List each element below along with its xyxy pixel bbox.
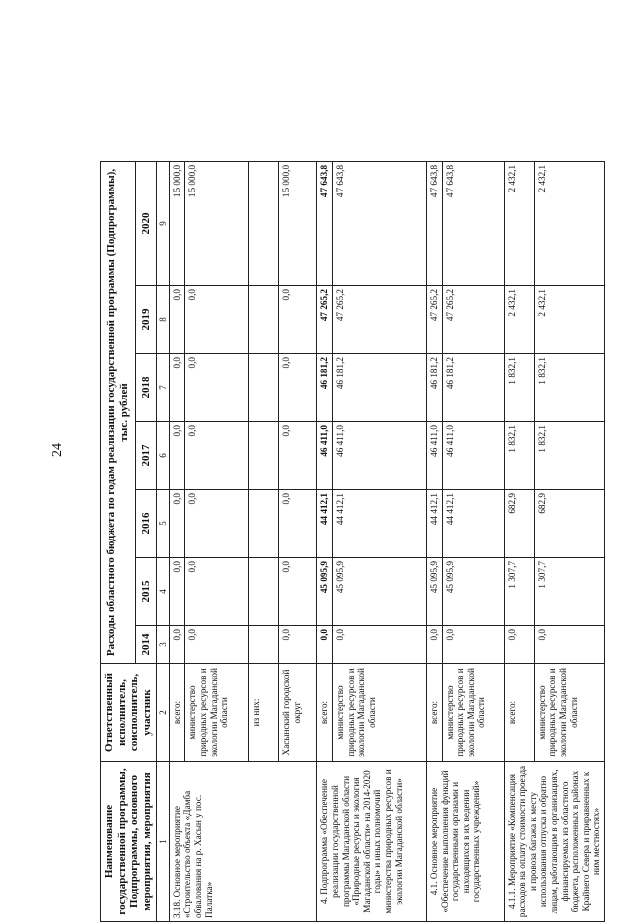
value-cell: 1 832,1 <box>504 422 534 490</box>
program-name: 4. Подпрограмма «Обеспечение реализации государственной программы Магаданской области «Природные ресурсы и экология Магаданской области» на 2014-2020 годы» и иных полномочий министерства природных ресурсов и экологии Магаданской области» <box>317 762 427 922</box>
value-cell: 0,0 <box>279 422 317 490</box>
column-number: 8 <box>156 286 169 354</box>
program-name: 3.18. Основное мероприятие «Строительство объекта «Дамба обвалования на р. Хасын у пос. Палатка» <box>169 762 317 922</box>
header-expenses: Расходы областного бюджета по годам реализации государственной программы (Подпрограммы), тыс. рублей <box>101 161 136 663</box>
value-cell: 2 432,1 <box>534 161 604 285</box>
value-cell: 47 643,8 <box>427 161 443 285</box>
header-year: 2016 <box>136 490 156 558</box>
value-cell: 0,0 <box>427 626 443 664</box>
value-cell: 0,0 <box>279 354 317 422</box>
value-cell <box>249 286 279 354</box>
participant-label: министерство природных ресурсов и экологии Магаданской области <box>333 664 427 762</box>
value-cell: 2 432,1 <box>504 161 534 285</box>
value-cell: 47 265,2 <box>427 286 443 354</box>
table-header <box>101 161 170 921</box>
column-number-row <box>156 161 169 921</box>
value-cell: 682,9 <box>534 490 604 558</box>
column-number: 3 <box>156 626 169 664</box>
value-cell: 0,0 <box>279 558 317 626</box>
value-cell: 0,0 <box>185 286 249 354</box>
value-cell: 0,0 <box>185 558 249 626</box>
value-cell: 1 832,1 <box>504 354 534 422</box>
value-cell <box>249 626 279 664</box>
rotated-table-container <box>100 162 640 922</box>
budget-table <box>100 161 605 922</box>
column-number: 1 <box>156 762 169 922</box>
value-cell: 0,0 <box>185 354 249 422</box>
value-cell: 1 832,1 <box>534 422 604 490</box>
value-cell: 47 643,8 <box>442 161 504 285</box>
value-cell: 0,0 <box>279 626 317 664</box>
value-cell: 0,0 <box>279 490 317 558</box>
header-year: 2019 <box>136 286 156 354</box>
value-cell <box>249 161 279 285</box>
header-year: 2014 <box>136 626 156 664</box>
value-cell: 44 412,1 <box>333 490 427 558</box>
value-cell: 1 307,7 <box>534 558 604 626</box>
participant-label: из них: <box>249 664 279 762</box>
value-cell: 46 411,0 <box>317 422 333 490</box>
value-cell: 45 095,9 <box>442 558 504 626</box>
participant-label: всего: <box>504 664 534 762</box>
column-number: 4 <box>156 558 169 626</box>
value-cell: 0,0 <box>504 626 534 664</box>
value-cell: 0,0 <box>317 626 333 664</box>
value-cell: 0,0 <box>169 626 185 664</box>
value-cell: 1 832,1 <box>534 354 604 422</box>
participant-label: министерство природных ресурсов и экологии Магаданской области <box>185 664 249 762</box>
value-cell: 44 412,1 <box>442 490 504 558</box>
value-cell <box>249 558 279 626</box>
value-cell: 0,0 <box>185 490 249 558</box>
value-cell: 15 000,0 <box>169 161 185 285</box>
value-cell: 0,0 <box>169 490 185 558</box>
table-row <box>317 161 333 921</box>
value-cell: 15 000,0 <box>279 161 317 285</box>
value-cell: 0,0 <box>185 626 249 664</box>
table-row <box>169 161 185 921</box>
program-name: 4.1.1. Мероприятие «Компенсация расходов на оплату стоимости проезда и провоза багажа к месту использования отпуска и обратно лицам, работающим в организациях, финансируемых из областного бюджета, расположенных в районах Крайнего Севера и приравненных к ним местностях» <box>504 762 604 922</box>
value-cell <box>249 354 279 422</box>
header-year: 2020 <box>136 161 156 285</box>
header-col2: Ответственный исполнитель, соисполнитель, участник <box>101 664 157 762</box>
value-cell: 0,0 <box>185 422 249 490</box>
header-year: 2018 <box>136 354 156 422</box>
column-number: 6 <box>156 422 169 490</box>
header-year: 2017 <box>136 422 156 490</box>
value-cell: 46 181,2 <box>427 354 443 422</box>
value-cell: 0,0 <box>169 558 185 626</box>
header-col1: Наименование государственной программы, Подпрограммы, основного мероприятия, мероприятия <box>101 762 157 922</box>
column-number: 9 <box>156 161 169 285</box>
participant-label: всего: <box>427 664 443 762</box>
value-cell: 47 265,2 <box>442 286 504 354</box>
column-number: 7 <box>156 354 169 422</box>
value-cell: 44 412,1 <box>427 490 443 558</box>
value-cell: 44 412,1 <box>317 490 333 558</box>
value-cell: 47 265,2 <box>333 286 427 354</box>
table-row <box>427 161 443 921</box>
column-number: 5 <box>156 490 169 558</box>
value-cell: 47 265,2 <box>317 286 333 354</box>
value-cell: 0,0 <box>169 354 185 422</box>
value-cell: 0,0 <box>333 626 427 664</box>
value-cell: 1 307,7 <box>504 558 534 626</box>
participant-label: министерство природных ресурсов и экологии Магаданской области <box>442 664 504 762</box>
value-cell: 682,9 <box>504 490 534 558</box>
value-cell: 45 095,9 <box>427 558 443 626</box>
value-cell: 2 432,1 <box>534 286 604 354</box>
value-cell: 0,0 <box>169 286 185 354</box>
value-cell: 46 181,2 <box>333 354 427 422</box>
value-cell: 46 411,0 <box>442 422 504 490</box>
value-cell: 45 095,9 <box>333 558 427 626</box>
value-cell: 46 411,0 <box>333 422 427 490</box>
value-cell: 46 181,2 <box>317 354 333 422</box>
column-number: 2 <box>156 664 169 762</box>
value-cell: 46 181,2 <box>442 354 504 422</box>
value-cell: 45 095,9 <box>317 558 333 626</box>
value-cell: 47 643,8 <box>333 161 427 285</box>
page-number: 24 <box>50 443 65 457</box>
value-cell: 0,0 <box>534 626 604 664</box>
participant-label: Хасынский городской округ <box>279 664 317 762</box>
value-cell: 0,0 <box>442 626 504 664</box>
program-name: 4.1. Основное мероприятие «Обеспечение выполнения функций государственными органами и находящихся в их ведении государственных учреждений» <box>427 762 505 922</box>
value-cell: 15 000,0 <box>185 161 249 285</box>
value-cell: 0,0 <box>279 286 317 354</box>
table-row <box>504 161 534 921</box>
value-cell <box>249 422 279 490</box>
participant-label: министерство природных ресурсов и экологии Магаданской области <box>534 664 604 762</box>
participant-label: всего: <box>317 664 333 762</box>
value-cell: 47 643,8 <box>317 161 333 285</box>
value-cell: 2 432,1 <box>504 286 534 354</box>
value-cell <box>249 490 279 558</box>
value-cell: 0,0 <box>169 422 185 490</box>
header-year: 2015 <box>136 558 156 626</box>
participant-label: всего: <box>169 664 185 762</box>
value-cell: 46 411,0 <box>427 422 443 490</box>
